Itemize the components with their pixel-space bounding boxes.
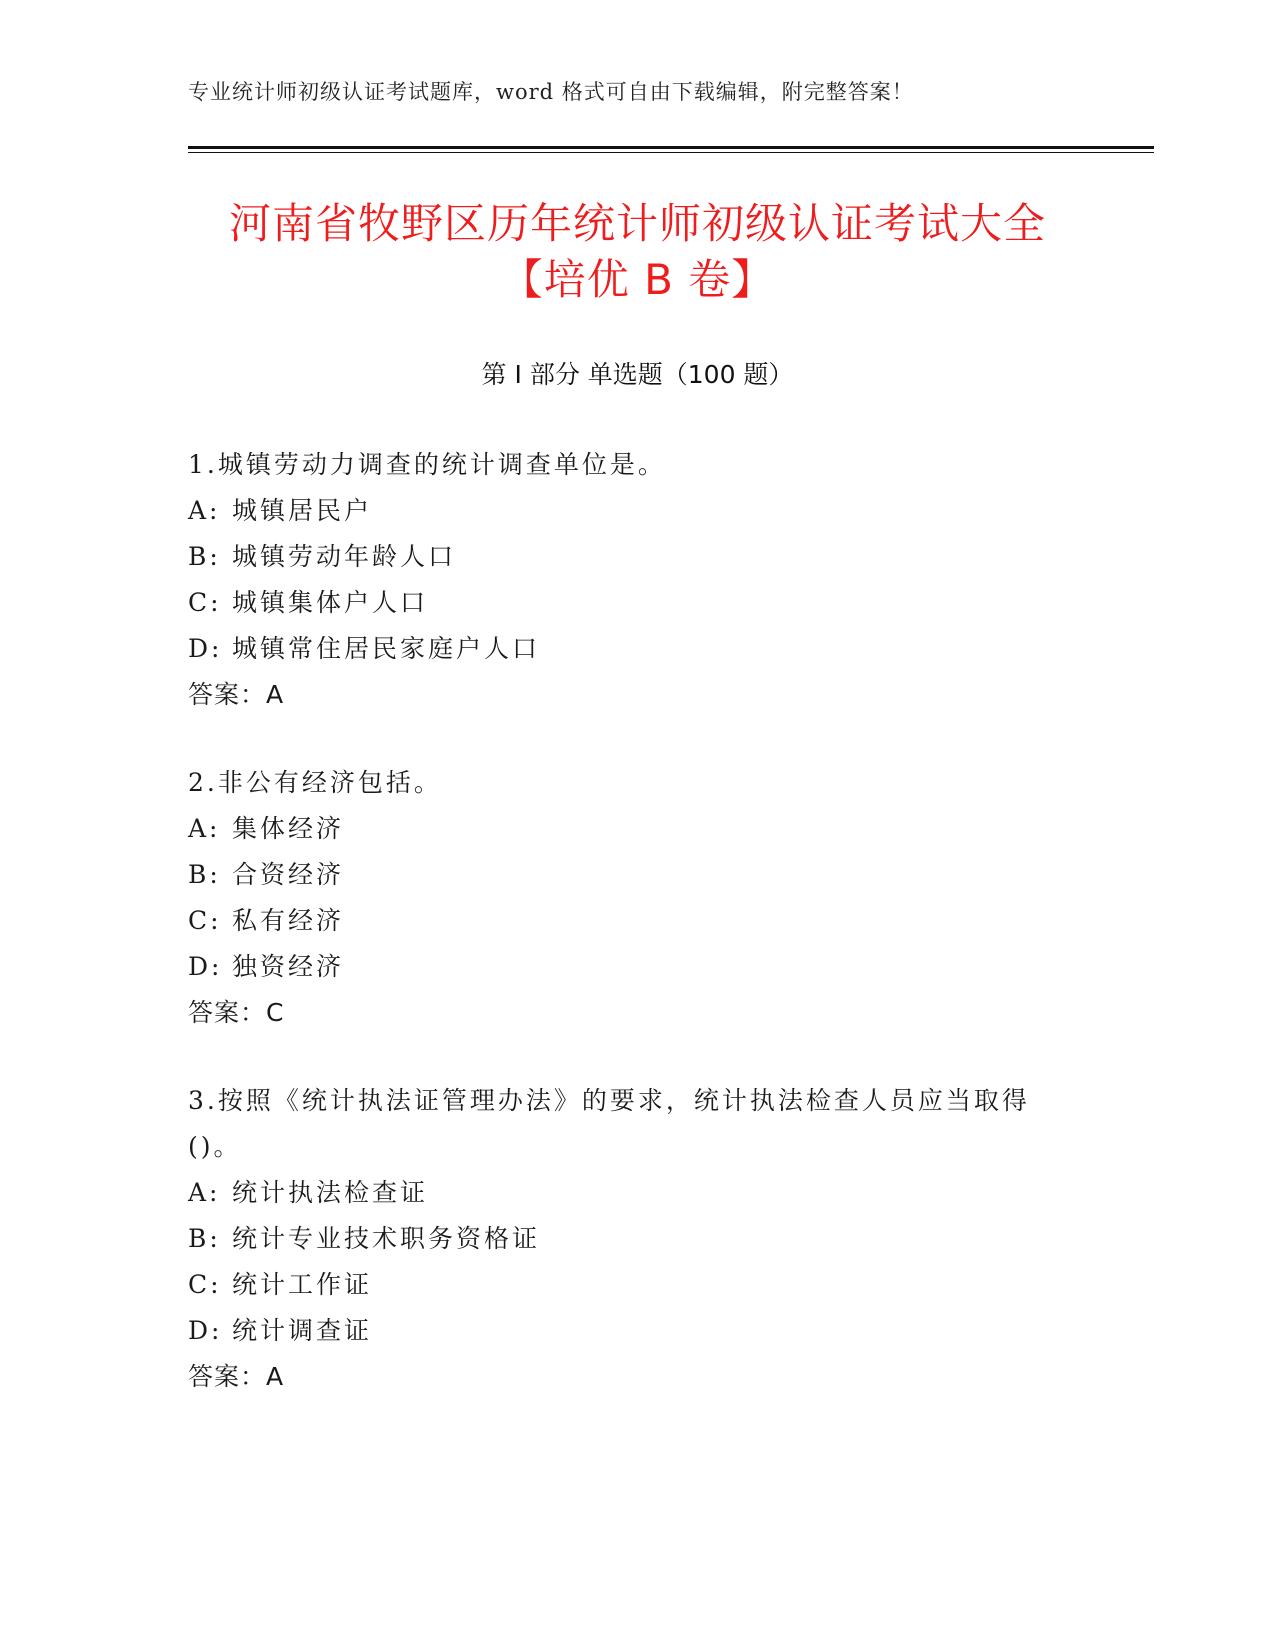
option-text: 统计调查证 — [232, 1316, 373, 1345]
section-title: 第 I 部分 单选题（100 题） — [481, 360, 794, 389]
answer: 答案：A — [188, 1362, 285, 1391]
option-a — [188, 1170, 1088, 1216]
option-b — [188, 534, 1088, 580]
option-d — [188, 626, 1088, 672]
option-text: 城镇常住居民家庭户人口 — [232, 634, 541, 663]
option-key: A: — [188, 814, 221, 843]
option-b — [188, 1216, 1088, 1262]
question-1 — [188, 442, 1088, 718]
option-text: 私有经济 — [232, 906, 345, 935]
option-text: 统计专业技术职务资格证 — [232, 1224, 541, 1253]
answer: 答案：A — [188, 680, 285, 709]
question-list — [188, 442, 1088, 1442]
option-d — [188, 1308, 1088, 1354]
option-text: 城镇劳动年龄人口 — [232, 542, 457, 571]
option-a — [188, 488, 1088, 534]
question-stem: 1.城镇劳动力调查的统计调查单位是。 — [188, 450, 666, 479]
question-3 — [188, 1078, 1088, 1400]
option-key: C: — [188, 906, 222, 935]
option-key: D: — [188, 634, 223, 663]
document-title — [150, 196, 1125, 308]
document-title-line-1: 河南省牧野区历年统计师初级认证考试大全 — [228, 199, 1046, 248]
option-c — [188, 898, 1088, 944]
option-key: B: — [188, 1224, 221, 1253]
option-key: B: — [188, 542, 221, 571]
document-title-line-2: 【培优 B 卷】 — [500, 255, 775, 304]
option-text: 合资经济 — [232, 860, 345, 889]
option-text: 城镇集体户人口 — [232, 588, 429, 617]
option-d — [188, 944, 1088, 990]
question-stem: 2.非公有经济包括。 — [188, 768, 442, 797]
option-text: 集体经济 — [232, 814, 345, 843]
question-stem: 3.按照《统计执法证管理办法》的要求，统计执法检查人员应当取得()。 — [188, 1086, 1030, 1161]
option-text: 独资经济 — [232, 952, 345, 981]
question-2 — [188, 760, 1088, 1036]
option-key: D: — [188, 952, 223, 981]
option-text: 城镇居民户 — [232, 496, 373, 525]
header-note: 专业统计师初级认证考试题库，word 格式可自由下载编辑，附完整答案！ — [188, 80, 914, 104]
option-c — [188, 1262, 1088, 1308]
option-key: A: — [188, 1178, 221, 1207]
option-key: D: — [188, 1316, 223, 1345]
option-key: A: — [188, 496, 221, 525]
option-text: 统计执法检查证 — [232, 1178, 429, 1207]
option-a — [188, 806, 1088, 852]
option-key: C: — [188, 1270, 222, 1299]
header-rule-thin — [188, 152, 1154, 153]
option-c — [188, 580, 1088, 626]
option-b — [188, 852, 1088, 898]
option-text: 统计工作证 — [232, 1270, 373, 1299]
answer: 答案：C — [188, 998, 285, 1027]
option-key: C: — [188, 588, 222, 617]
header-rule-thick — [188, 146, 1154, 149]
option-key: B: — [188, 860, 221, 889]
